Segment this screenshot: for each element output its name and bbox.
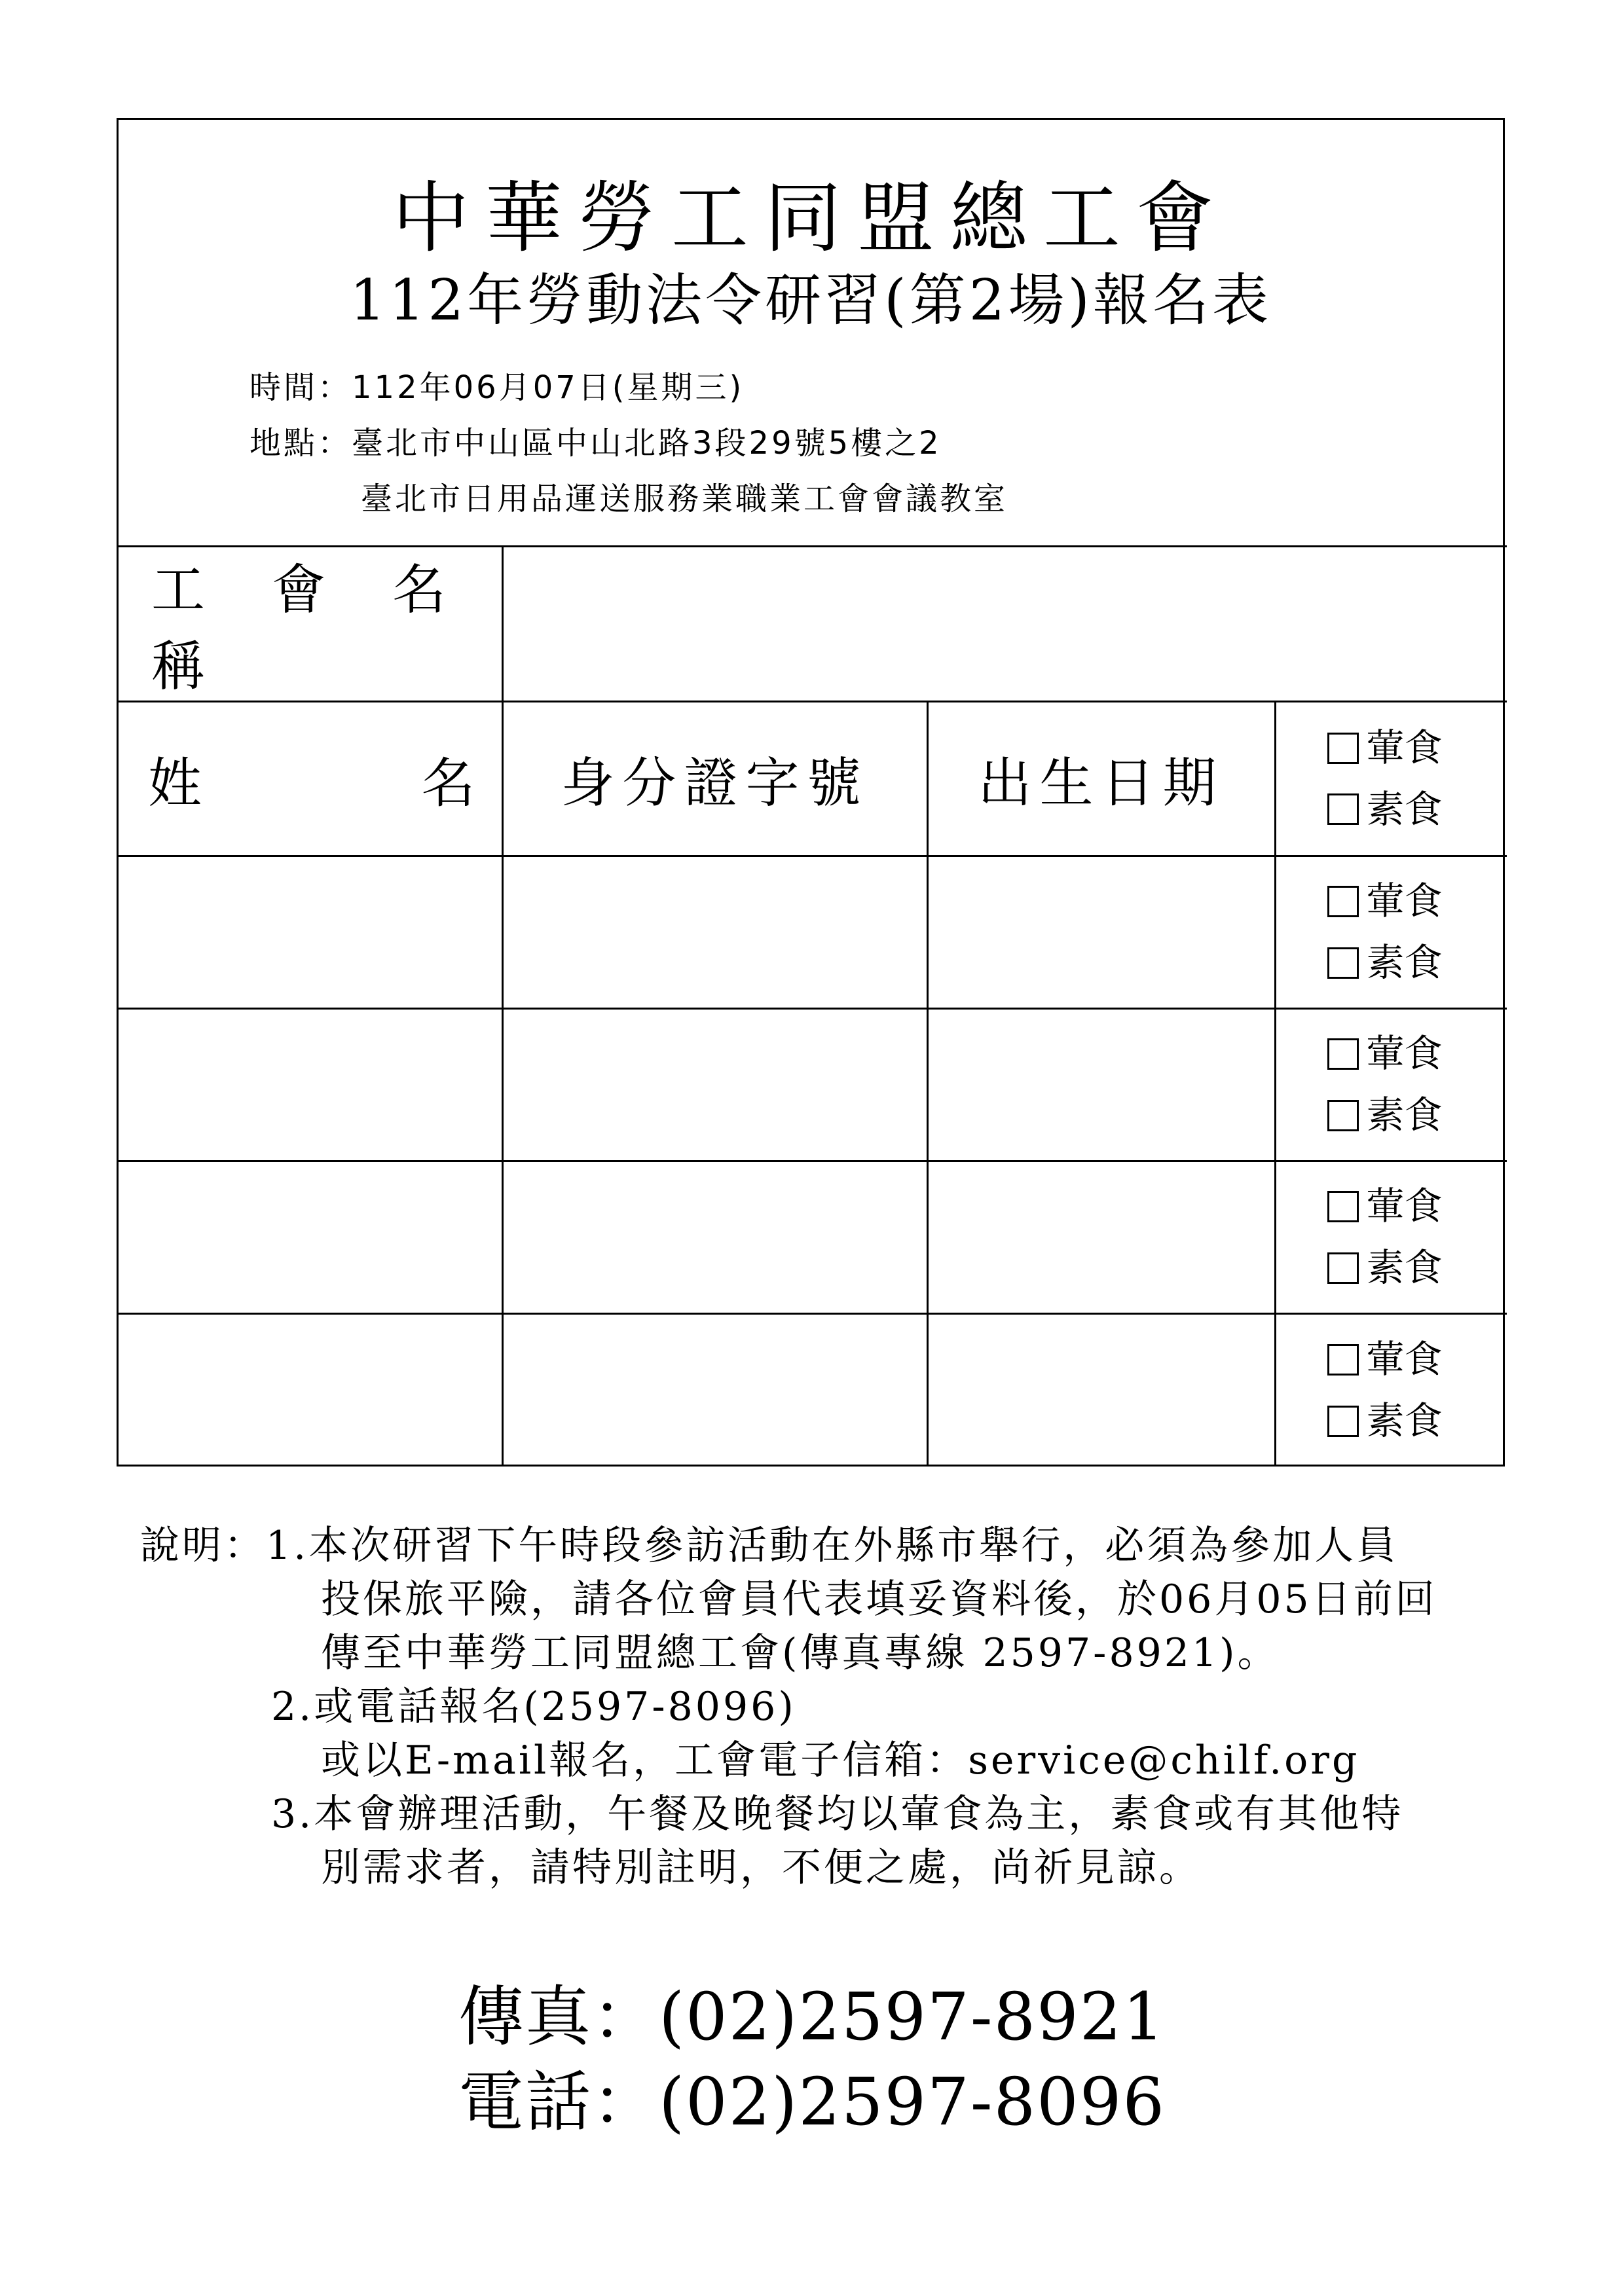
note-3: 3.本會辦理活動，午餐及晚餐均以葷食為主，素食或有其他特	[271, 1791, 1404, 1837]
table-row	[119, 856, 1507, 1009]
note-1: 1.本次研習下午時段參訪活動在外縣市舉行，必須為參加人員	[266, 1523, 1399, 1569]
checkbox[interactable]	[1327, 1406, 1359, 1437]
name-field[interactable]	[119, 1314, 502, 1467]
id-number-header: 身分證字號	[502, 702, 927, 856]
id-number-field[interactable]	[502, 1161, 927, 1314]
meat-option-label: 葷食	[1366, 1184, 1443, 1229]
veg-option-label: 素食	[1366, 1398, 1443, 1443]
id-number-field[interactable]	[502, 856, 927, 1009]
event-time: 時間：112年06月07日(星期三)	[249, 369, 745, 406]
meal-choice-cell	[1275, 856, 1507, 1009]
checkbox[interactable]	[1327, 886, 1359, 917]
event-location: 地點：臺北市中山區中山北路3段29號5樓之2	[249, 425, 942, 462]
note-line	[140, 1626, 1437, 1680]
meat-option[interactable]	[1327, 1329, 1507, 1391]
meat-option[interactable]	[1327, 1176, 1507, 1237]
note-2-continued: 或以E-mail報名，工會電子信箱：service@chilf.org	[321, 1738, 1360, 1783]
id-number-field[interactable]	[502, 1314, 927, 1467]
name-field[interactable]	[119, 1161, 502, 1314]
note-line	[140, 1787, 1437, 1841]
meat-option-label: 葷食	[1366, 1336, 1443, 1381]
birth-date-field[interactable]	[927, 856, 1275, 1009]
registration-table	[119, 545, 1507, 1467]
meat-option-label: 葷食	[1366, 725, 1443, 770]
registration-form	[117, 118, 1505, 1467]
name-header	[119, 702, 502, 856]
veg-option[interactable]	[1327, 1085, 1507, 1146]
meat-option[interactable]	[1327, 871, 1507, 932]
birth-date-field[interactable]	[927, 1161, 1275, 1314]
birth-date-header: 出生日期	[927, 702, 1275, 856]
table-header-row	[119, 702, 1507, 856]
note-line	[140, 1841, 1437, 1895]
phone-number: 電話：(02)2597-8096	[458, 2064, 1166, 2140]
checkbox[interactable]	[1327, 1252, 1359, 1284]
table-row	[119, 1314, 1507, 1467]
meat-option-label: 葷食	[1366, 1031, 1443, 1076]
note-1-continued: 傳至中華勞工同盟總工會(傳真專線 2597-8921)。	[321, 1630, 1280, 1676]
form-header	[119, 120, 1503, 545]
name-header-second-char: 名	[421, 752, 475, 814]
fax-number: 傳真：(02)2597-8921	[458, 1978, 1166, 2055]
note-line	[140, 1680, 1437, 1734]
meal-choice-cell	[1275, 1161, 1507, 1314]
note-line	[140, 1573, 1437, 1626]
meat-option[interactable]	[1327, 718, 1507, 779]
veg-option[interactable]	[1327, 1391, 1507, 1452]
union-name-label: 工 會 名 稱	[119, 547, 502, 702]
veg-option[interactable]	[1327, 932, 1507, 994]
notes-label: 說明：	[140, 1523, 266, 1569]
checkbox[interactable]	[1327, 1100, 1359, 1131]
id-number-field[interactable]	[502, 1009, 927, 1161]
page-title: 中華勞工同盟總工會	[392, 173, 1229, 263]
checkbox[interactable]	[1327, 1344, 1359, 1376]
veg-option-label: 素食	[1366, 786, 1443, 831]
checkbox[interactable]	[1327, 1038, 1359, 1070]
checkbox[interactable]	[1327, 1191, 1359, 1222]
veg-option-label: 素食	[1366, 940, 1443, 985]
note-2: 2.或電話報名(2597-8096)	[271, 1684, 796, 1730]
veg-option-label: 素食	[1366, 1245, 1443, 1290]
checkbox[interactable]	[1327, 947, 1359, 979]
name-header-first-char: 姓	[148, 752, 202, 814]
veg-option[interactable]	[1327, 779, 1507, 841]
birth-date-field[interactable]	[927, 1314, 1275, 1467]
meal-choice-cell	[1275, 1009, 1507, 1161]
union-name-row	[119, 547, 1507, 702]
checkbox[interactable]	[1327, 793, 1359, 825]
checkbox[interactable]	[1327, 733, 1359, 764]
table-row	[119, 1009, 1507, 1161]
note-line	[140, 1519, 1437, 1573]
note-1-continued: 投保旅平險，請各位會員代表填妥資料後，於06月05日前回	[321, 1576, 1437, 1622]
birth-date-field[interactable]	[927, 1009, 1275, 1161]
notes-section	[140, 1519, 1437, 1895]
page-subtitle: 112年勞動法令研習(第2場)報名表	[350, 268, 1272, 333]
veg-option[interactable]	[1327, 1237, 1507, 1299]
meat-option[interactable]	[1327, 1023, 1507, 1085]
event-venue: 臺北市日用品運送服務業職業工會會議教室	[361, 481, 1008, 517]
note-line	[140, 1734, 1437, 1787]
name-field[interactable]	[119, 1009, 502, 1161]
union-name-field[interactable]	[502, 547, 1507, 702]
veg-option-label: 素食	[1366, 1093, 1443, 1137]
note-3-continued: 別需求者，請特別註明，不便之處，尚祈見諒。	[321, 1845, 1201, 1891]
table-row	[119, 1161, 1507, 1314]
meat-option-label: 葷食	[1366, 879, 1443, 924]
meal-choice-cell	[1275, 1314, 1507, 1467]
meal-choice-cell	[1275, 702, 1507, 856]
name-field[interactable]	[119, 856, 502, 1009]
